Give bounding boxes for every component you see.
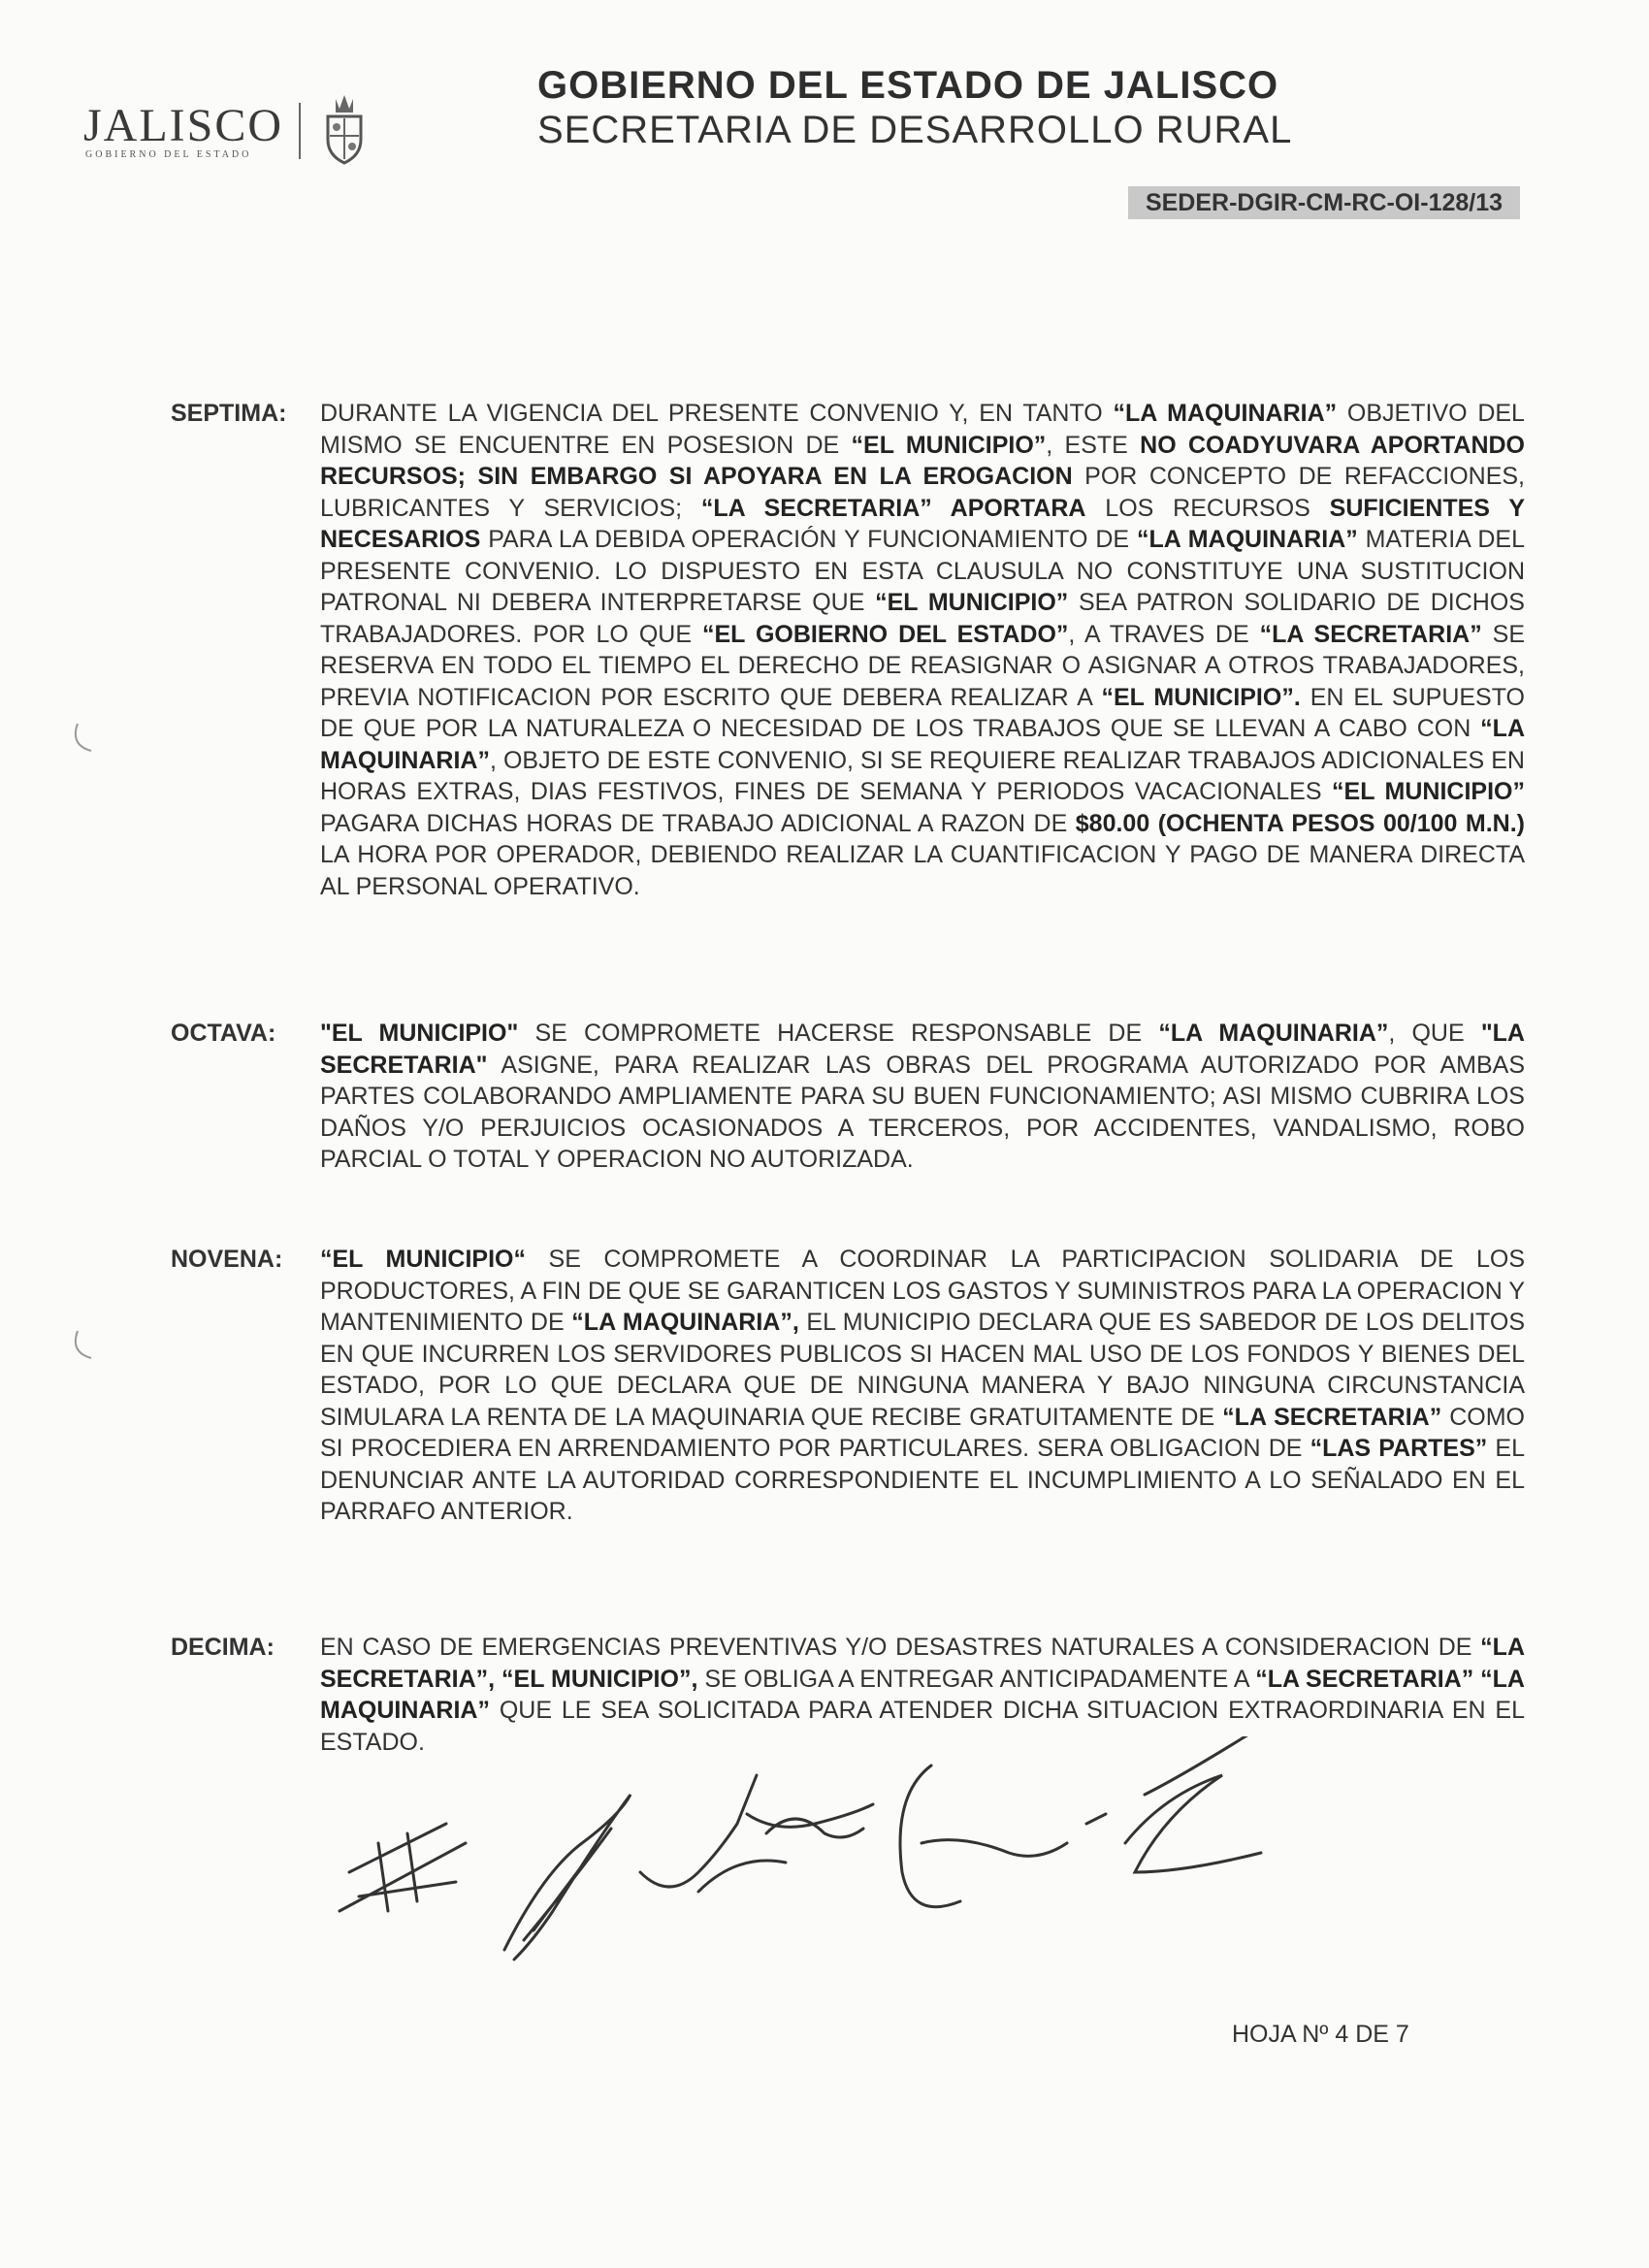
signature-tail xyxy=(1145,1736,1261,1795)
logo-divider xyxy=(299,103,301,159)
signature-2 xyxy=(504,1795,630,1960)
signatures xyxy=(330,1736,1358,1989)
punch-hole-mark xyxy=(70,720,109,759)
coat-of-arms-icon xyxy=(314,89,374,167)
signature-1 xyxy=(340,1824,466,1911)
logo-subtext: GOBIERNO DEL ESTADO xyxy=(85,149,252,160)
document-code: SEDER-DGIR-CM-RC-OI-128/13 xyxy=(1128,186,1520,219)
clause-text: EN CASO DE EMERGENCIAS PREVENTIVAS Y/O DESASTRES NATURALES A CONSIDERACION DE “LA SECRETARIA”, “EL MUNICIPIO”, SE OBLIGA A ENTREGAR ANTICIPADAMENTE A “LA SECRETARIA” “LA MAQUINARIA” QUE LE SEA SOLICITADA PARA ATENDER DICHA SITUACION EXTRAORDINARIA EN EL ESTADO. xyxy=(320,1634,1525,1756)
punch-hole-mark xyxy=(70,1327,109,1366)
clause-text: “EL MUNICIPIO“ SE COMPROMETE A COORDINAR LA PARTICIPACION SOLIDARIA DE LOS PRODUCTORES, A FIN DE QUE SE GARANTICEN LOS GASTOS Y SUMINISTROS PARA LA OPERACION Y MANTENIMIENTO DE “LA MAQUINARIA”, EL MUNICIPIO DECLARA QUE ES SABEDOR DE LOS DELITOS EN QUE INCURREN LOS SERVIDORES PUBLICOS SI HACEN MAL USO DE LOS FONDOS Y BIENES DEL ESTADO, POR LO QUE DECLARA QUE DE NINGUNA MANERA Y BAJO NINGUNA CIRCUNSTANCIA SIMULARA LA RENTA DE LA MAQUINARIA QUE RECIBE GRATUITAMENTE DE “LA SECRETARIA” COMO SI PROCEDIERA EN ARRENDAMIENTO POR PARTICULARES. SERA OBLIGACION DE “LAS PARTES” EL DENUNCIAR ANTE LA AUTORIDAD CORRESPONDIENTE EL INCUMPLIMIENTO A LO SEÑALADO EN EL PARRAFO ANTERIOR. xyxy=(320,1246,1526,1525)
clause-text: "EL MUNICIPIO" SE COMPROMETE HACERSE RESPONSABLE DE “LA MAQUINARIA”, QUE "LA SECRETARIA" ASIGNE, PARA REALIZAR LAS OBRAS DEL PROGRAMA AUTORIZADO POR AMBAS PARTES COLABORANDO AMPLIAMENTE PARA SU BUEN FUNCIONAMIENTO; ASI MISMO CUBRIRA LOS DAÑOS Y/O PERJUICIOS OCASIONADOS A TERCEROS, POR ACCIDENTES, VANDALISMO, ROBO PARCIAL O TOTAL Y OPERACION NO AUTORIZADA. xyxy=(320,1020,1525,1173)
jalisco-logo xyxy=(83,89,384,167)
signature-4 xyxy=(900,1766,1261,1907)
clause-text: DURANTE LA VIGENCIA DEL PRESENTE CONVENIO Y, EN TANTO “LA MAQUINARIA” OBJETIVO DEL MISMO SE ENCUENTRE EN POSESION DE “EL MUNICIPIO”, ESTE NO COADYUVARA APORTANDO RECURSOS; SIN EMBARGO SI APOYARA EN LA EROGACION POR CONCEPTO DE REFACCIONES, LUBRICANTES Y SERVICIOS; “LA SECRETARIA” APORTARA LOS RECURSOS SUFICIENTES Y NECESARIOS PARA LA DEBIDA OPERACIÓN Y FUNCIONAMIENTO DE “LA MAQUINARIA” MATERIA DEL PRESENTE CONVENIO. LO DISPUESTO EN ESTA CLAUSULA NO CONSTITUYE UNA SUSTITUCION PATRONAL NI DEBERA INTERPRETARSE QUE “EL MUNICIPIO” SEA PATRON SOLIDARIO DE DICHOS TRABAJADORES. POR LO QUE “EL GOBIERNO DEL ESTADO”, A TRAVES DE “LA SECRETARIA” SE RESERVA EN TODO EL TIEMPO EL DERECHO DE REASIGNAR O ASIGNAR A OTROS TRABAJADORES, PREVIA NOTIFICACION POR ESCRITO QUE DEBERA REALIZAR A “EL MUNICIPIO”. EN EL SUPUESTO DE QUE POR LA NATURALEZA O NECESIDAD DE LOS TRABAJOS QUE SE LLEVAN A CABO CON “LA MAQUINARIA”, OBJETO DE ESTE CONVENIO, SI SE REQUIERE REALIZAR TRABAJOS ADICIONALES EN HORAS EXTRAS, DIAS FESTIVOS, FINES DE SEMANA Y PERIODOS VACACIONALES “EL MUNICIPIO” PAGARA DICHAS HORAS DE TRABAJO ADICIONAL A RAZON DE $80.00 (OCHENTA PESOS 00/100 M.N.) LA HORA POR OPERADOR, DEBIENDO REALIZAR LA CUANTIFICACION Y PAGO DE MANERA DIRECTA AL PERSONAL OPERATIVO. xyxy=(320,400,1526,900)
clause-label: NOVENA: xyxy=(171,1246,283,1273)
signature-3 xyxy=(640,1775,873,1892)
clause-label: SEPTIMA: xyxy=(171,400,287,427)
page-number: HOJA Nº 4 DE 7 xyxy=(1232,2021,1409,2048)
logo-wordmark: JALISCO xyxy=(83,100,284,151)
clause-label: DECIMA: xyxy=(171,1634,275,1661)
clause-septima xyxy=(171,398,1529,902)
government-title: GOBIERNO DEL ESTADO DE JALISCO xyxy=(537,64,1279,107)
clause-novena xyxy=(171,1244,1529,1528)
clause-label: OCTAVA: xyxy=(171,1020,276,1047)
clause-octava xyxy=(171,1018,1529,1176)
secretariat-title: SECRETARIA DE DESARROLLO RURAL xyxy=(537,109,1293,151)
